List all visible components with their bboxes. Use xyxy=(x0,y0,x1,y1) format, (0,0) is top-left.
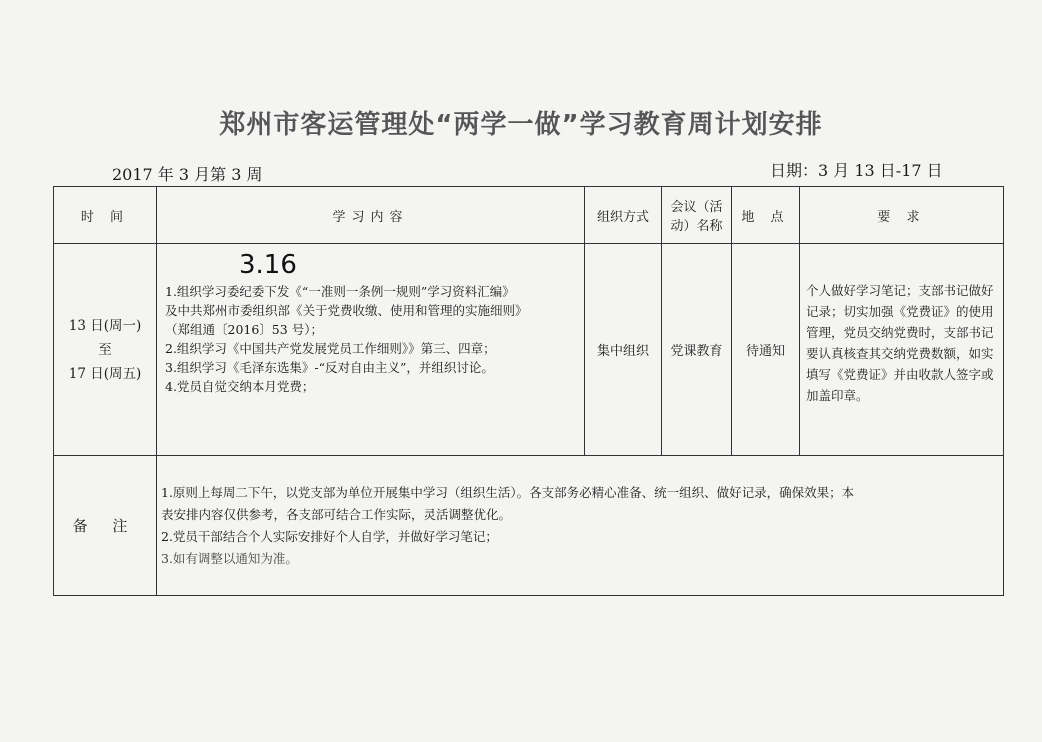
document-title: 郑州市客运管理处“两学一做”学习教育周计划安排 xyxy=(219,110,823,140)
note-line: 1.原则上每周二下午，以党支部为单位开展集中学习（组织生活）。各支部务必精心准备、统一组织、做好记录，确保效果；本 xyxy=(161,485,855,500)
content-line: 2.组织学习《中国共产党发展党员工作细则》》第三、四章； xyxy=(165,341,496,356)
time-cell xyxy=(54,244,157,456)
note-line: 表安排内容仅供参考，各支部可结合工作实际，灵活调整优化。 xyxy=(161,507,512,522)
place-cell: 待通知 xyxy=(732,244,800,456)
header-meeting-line-1: 会议（活 xyxy=(670,200,723,215)
header-requirement: 要 求 xyxy=(800,187,1004,244)
header-method: 组织方式 xyxy=(585,187,662,244)
header-meeting-line-2: 动）名称 xyxy=(670,219,723,234)
content-line: 1.组织学习委纪委下发《“一准则一条例一规则”学习资料汇编》 xyxy=(165,284,515,299)
requirement-text: 个人做好学习笔记；支部书记做好记录；切实加强《党费证》的使用管理，党员交纳党费时，支部书记要认真核查其交纳党费数额，如实填写《党费证》并由收款人签字或加盖印章。 xyxy=(806,283,994,403)
header-content: 学习内容 xyxy=(157,187,585,244)
time-start: 13 日(周一) xyxy=(68,317,142,334)
time-end: 17 日(周五) xyxy=(68,365,142,382)
content-cell xyxy=(157,244,585,456)
notes-cell xyxy=(157,456,1004,596)
header-time: 时 间 xyxy=(54,187,157,244)
date-range: 日期：3 月 13 日-17 日 xyxy=(770,161,943,180)
note-line: 3.如有调整以通知为准。 xyxy=(161,551,298,566)
notes-row xyxy=(54,456,1004,596)
note-line: 2.党员干部结合个人实际安排好个人自学，并做好学习笔记； xyxy=(161,529,498,544)
header-row xyxy=(54,187,1004,244)
content-line: 及中共郑州市委组织部《关于党费收缴、使用和管理的实施细则》 xyxy=(165,303,528,318)
header-place: 地 点 xyxy=(732,187,800,244)
meeting-cell: 党课教育 xyxy=(662,244,732,456)
requirement-cell xyxy=(800,244,1004,456)
content-line: 3.组织学习《毛泽东选集》-“反对自由主义”，并组织讨论。 xyxy=(165,360,494,375)
handwritten-date: 3.16 xyxy=(239,250,297,280)
header-meeting xyxy=(662,187,732,244)
notes-label: 备 注 xyxy=(54,456,157,596)
content-line: （郑组通〔2016〕53 号）； xyxy=(165,322,323,337)
time-to: 至 xyxy=(98,341,112,358)
content-line: 4.党员自觉交纳本月党费； xyxy=(165,379,315,394)
plan-row xyxy=(54,244,1004,456)
week-label: 2017 年 3 月第 3 周 xyxy=(112,165,263,184)
method-cell: 集中组织 xyxy=(585,244,662,456)
plan-table xyxy=(53,186,1004,596)
